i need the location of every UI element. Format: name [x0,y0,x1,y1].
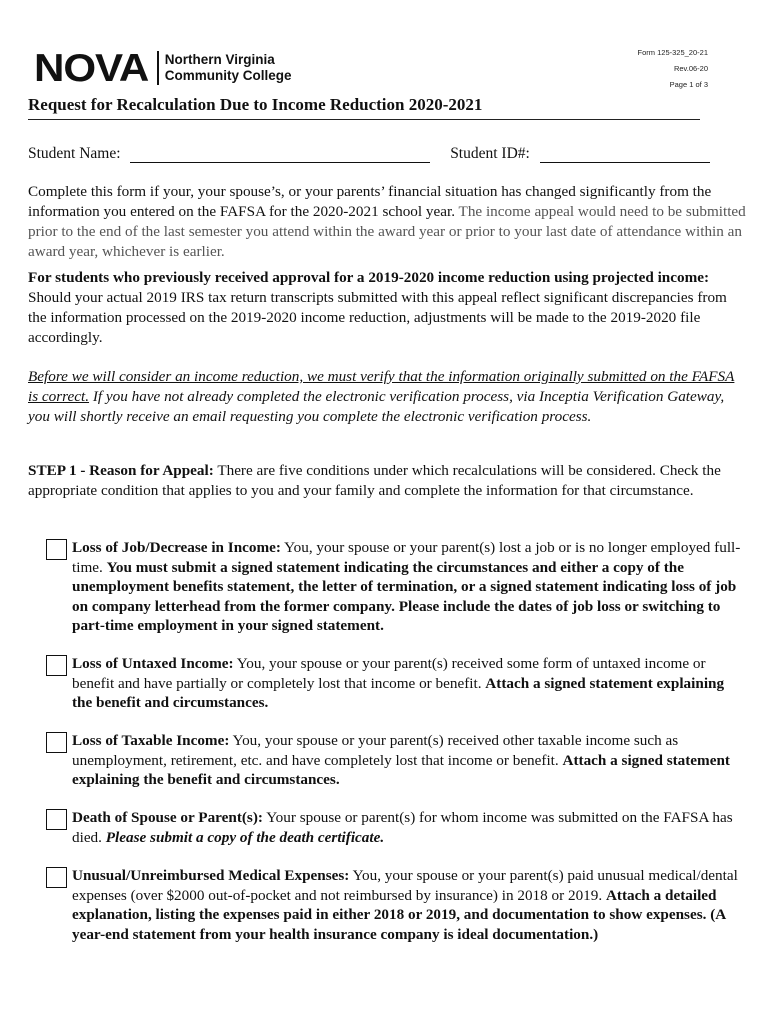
prior-approval-paragraph [28,268,746,348]
taxable-income-checkbox[interactable] [46,732,67,753]
student-name-label: Student Name: [28,145,121,162]
student-name-field[interactable] [130,146,430,163]
form-number: Form 125-325_20-21 [637,48,708,57]
prior-approval-lead: For students who previously received approval for a 2019-2020 income reduction using projected income: [28,269,710,286]
intro-text: Complete this form if your, your spouse’s, or your parents’ financial situation has changed significantly from the information you entered on the FAFSA for the 2020-2021 school year. [28,183,712,220]
form-meta [638,45,708,93]
option-title: Unusual/Unreimbursed Medical Expenses: [72,867,350,884]
option-title: Loss of Taxable Income: [72,732,230,749]
title-divider [28,119,700,120]
logo-line-2: Community College [164,68,292,83]
logo-divider [157,51,159,85]
step1-paragraph [28,461,746,501]
death-text [72,808,746,847]
option-instruction: Attach a signed statement explaining the benefit and circumstances. [72,674,725,711]
form-revision: Rev.06-20 [673,64,708,73]
logo-college-name [165,52,292,84]
option-description: Your spouse or parent(s) for whom income was submitted on the FAFSA has died. [72,809,733,846]
prior-approval-text: Should your actual 2019 IRS tax return transcripts submitted with this appeal reflect significant discrepancies from the information processed on the 2019-2020 income reduction, adjustments will be made to the 2019-2020 file accordingly. [28,289,727,346]
step1-text: There are five conditions under which recalculations will be considered. Check the appropriate condition that applies to you and your family and complete the information for that circumstance. [28,462,721,499]
job-loss-checkbox[interactable] [46,539,67,560]
intro-deadline-text: The income appeal would need to be submitted prior to the end of the last semester you attend within the award year or prior to your last date of attendance within an award year, whichever is earlier. [28,203,746,260]
logo-wordmark: NOVA [34,46,149,90]
option-title: Loss of Untaxed Income: [72,655,234,672]
medical-expenses-text [72,866,746,944]
student-info-row [28,145,710,163]
page-indicator: Page 1 of 3 [669,80,708,89]
student-id-label: Student ID#: [450,145,530,162]
intro-paragraph [28,182,746,262]
death-checkbox[interactable] [46,809,67,830]
option-description: You, your spouse or your parent(s) lost a job or is no longer employed full-time. [72,539,741,576]
nova-logo [34,48,292,88]
taxable-income-text [72,731,746,790]
job-loss-text [72,538,746,636]
student-id-field[interactable] [540,146,710,163]
verification-paragraph [28,367,746,427]
medical-expenses-checkbox[interactable] [46,867,67,888]
option-instruction: You must submit a signed statement indicating the circumstances and either a copy of the unemployment benefits statement, the letter of termination, or a signed statement indicating loss of job on company letterhead from the former company. Please include the dates of job loss or switching to part-time employment in your signed statement. [72,558,737,634]
option-title: Death of Spouse or Parent(s): [72,809,263,826]
option-description: You, your spouse or your parent(s) received some form of untaxed income or benefit and have partially or completely lost that income or benefit. [72,655,706,692]
option-instruction: Attach a signed statement explaining the benefit and circumstances. [72,751,730,788]
option-description: You, your spouse or your parent(s) received other taxable income such as unemployment, retirement, etc. and have completely lost that income or benefit. [72,732,679,769]
verification-text: If you have not already completed the electronic verification process, via Inceptia Verification Gateway, you will shortly receive an email requesting you complete the electronic verification process. [28,388,725,425]
option-title: Loss of Job/Decrease in Income: [72,539,281,556]
page-title: Request for Recalculation Due to Income Reduction 2020-2021 [28,95,483,114]
step1-lead: STEP 1 - Reason for Appeal: [28,462,214,479]
untaxed-income-checkbox[interactable] [46,655,67,676]
option-instruction: Please submit a copy of the death certificate. [105,828,385,846]
verification-underlined: Before we will consider an income reduction, we must verify that the information originally submitted on the FAFSA is correct. [28,368,735,405]
option-description: You, your spouse or your parent(s) paid unusual medical/dental expenses (over $2000 out-of-pocket and not reimbursed by insurance) in 2018 or 2019. [72,867,738,904]
untaxed-income-text [72,654,746,713]
option-instruction: Attach a detailed explanation, listing the expenses paid in either 2018 or 2019, and documentation to show expenses. (A year-end statement from your health insurance company is ideal documentation.) [72,886,726,943]
logo-line-1: Northern Virginia [164,52,275,67]
